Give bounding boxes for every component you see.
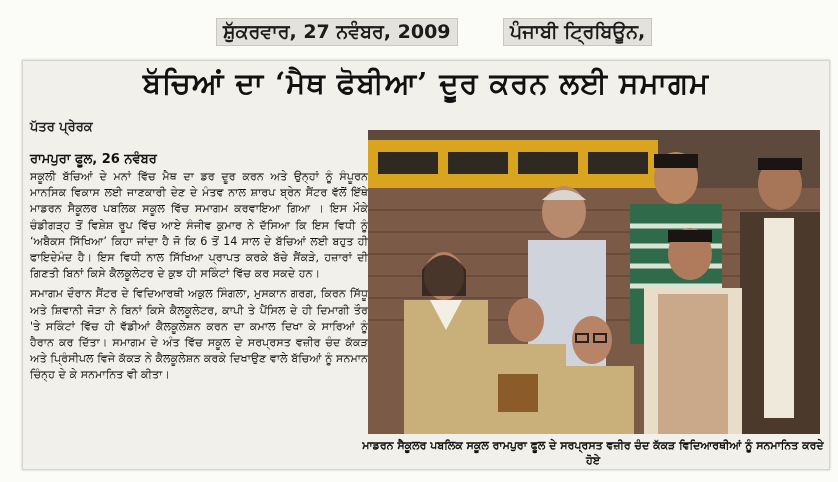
article-headline: ਬੱਚਿਆਂ ਦਾ ‘ਮੈਥ ਫੋਬੀਆ’ ਦੂਰ ਕਰਨ ਲਈ ਸਮਾਗਮ — [142, 66, 710, 100]
issue-date: ਸ਼ੁੱਕਰਵਾਰ, 27 ਨਵੰਬਰ, 2009 — [216, 18, 458, 46]
article-paragraph: ਸਮਾਗਮ ਦੌਰਾਨ ਸੈਂਟਰ ਦੇ ਵਿਦਿਆਰਥੀ ਅਕੁਲ ਸਿੰਗਲਾ, ਮੁਸਕਾਨ ਗਰਗ, ਕਿਰਨ ਸਿੱਧੂ ਅਤੇ ਸ਼ਿਵਾਨੀ ਜੋੜਾ ਨੇ ਬਿਨਾਂ ਕਿਸੇ ਕੈਲਕੂਲੇਟਰ, ਕਾਪੀ ਤੇ ਪੈਂਸਿਲ ਦੇ ਹੀ ਦਿਮਾਗੀ ਤੌਰ 'ਤੇ ਸਕਿੰਟਾਂ ਵਿੱਚ ਹੀ ਵੱਡੀਆਂ ਕੈਲਕੂਲੇਸ਼ਨ ਕਰਨ ਦਾ ਕਮਾਲ ਦਿਖਾ ਕੇ ਸਾਰਿਆਂ ਨੂੰ ਹੈਰਾਨ ਕਰ ਦਿੱਤਾ। ਸਮਾਗਮ ਦੇ ਅੰਤ ਵਿੱਚ ਸਕੂਲ ਦੇ ਸਰਪ੍ਰਸਤ ਵਜ਼ੀਰ ਚੰਦ ਕੱਕੜ ਅਤੇ ਪ੍ਰਿੰਸੀਪਲ ਵਿਜੇ ਕੱਕੜ ਨੇ ਕੈਲਕੂਲੇਸ਼ਨ ਕਰਕੇ ਦਿਖਾਉਣ ਵਾਲੇ ਬੱਚਿਆਂ ਨੂੰ ਸਨਮਾਨ ਚਿੰਨ੍ਹ ਦੇ ਕੇ ਸਨਮਾਨਿਤ ਵੀ ਕੀਤਾ। — [30, 287, 368, 382]
article-body — [30, 169, 368, 388]
award-plaque — [498, 374, 538, 412]
bus-window — [588, 152, 648, 174]
article-byline: ਪੱਤਰ ਪ੍ਰੇਰਕ — [30, 120, 93, 135]
publication-name: ਪੰਜਾਬੀ ਟ੍ਰਿਬਿਊਨ, — [503, 18, 652, 46]
article-paragraph: ਸਕੂਲੀ ਬੱਚਿਆਂ ਦੇ ਮਨਾਂ ਵਿੱਚ ਮੈਥ ਦਾ ਡਰ ਦੂਰ ਕਰਨ ਅਤੇ ਉਨ੍ਹਾਂ ਨੂੰ ਸੰਪੂਰਨ ਮਾਨਸਿਕ ਵਿਕਾਸ ਲਈ ਜਾਣਕਾਰੀ ਦੇਣ ਦੇ ਮੰਤਵ ਨਾਲ ਸ਼ਾਰਪ ਬ੍ਰੇਨ ਸੈਂਟਰ ਵੱਲੋਂ ਇੱਥੇ ਮਾਡਰਨ ਸੈਕੂਲਰ ਪਬਲਿਕ ਸਕੂਲ ਵਿੱਚ ਸਮਾਗਮ ਕਰਵਾਇਆ ਗਿਆ । ਇਸ ਮੌਕੇ ਚੰਡੀਗੜ੍ਹ ਤੋਂ ਵਿਸ਼ੇਸ਼ ਰੂਪ ਵਿੱਚ ਆਏ ਸੰਜੀਵ ਕੁਮਾਰ ਨੇ ਦੱਸਿਆ ਕਿ ਇਸ ਵਿਧੀ ਨੂੰ ‘ਅਬੈਕਸ ਸਿੱਖਿਆ’ ਕਿਹਾ ਜਾਂਦਾ ਹੈ ਜੋ ਕਿ 6 ਤੋਂ 14 ਸਾਲ ਦੇ ਬੱਚਿਆਂ ਲਈ ਬਹੁਤ ਹੀ ਫਾਇਦੇਮੰਦ ਹੈ। ਇਸ ਵਿਧੀ ਨਾਲ ਸਿੱਖਿਆ ਪ੍ਰਾਪਤ ਕਰਕੇ ਬੱਚੇ ਸੈਂਕੜੇ, ਹਜ਼ਾਰਾਂ ਦੀ ਗਿਣਤੀ ਬਿਨਾਂ ਕਿਸੇ ਕੈਲਕੂਲੇਟਰ ਦੇ ਕੁਝ ਹੀ ਸਕਿੰਟਾਂ ਵਿੱਚ ਕਰ ਸਕਦੇ ਹਨ। — [30, 170, 368, 281]
article-photo — [368, 130, 820, 434]
photo-caption: ਮਾਡਰਨ ਸੈਕੂਲਰ ਪਬਲਿਕ ਸਕੂਲ ਰਾਮਪੁਰਾ ਫੂਲ ਦੇ ਸਰਪ੍ਰਸਤ ਵਜ਼ੀਰ ਚੰਦ ਕੱਕੜ ਵਿਦਿਆਰਥੀਆਂ ਨੂੰ ਸਨਮਾਨਿਤ ਕਰਦੇ ਹੋਏ — [362, 439, 824, 467]
group-photo-illustration — [368, 130, 820, 434]
bus-window — [518, 152, 578, 174]
bus-window — [378, 152, 438, 174]
article-dateline: ਰਾਮਪੁਰਾ ਫੂਲ, 26 ਨਵੰਬਰ — [30, 152, 157, 167]
bus-window — [448, 152, 508, 174]
